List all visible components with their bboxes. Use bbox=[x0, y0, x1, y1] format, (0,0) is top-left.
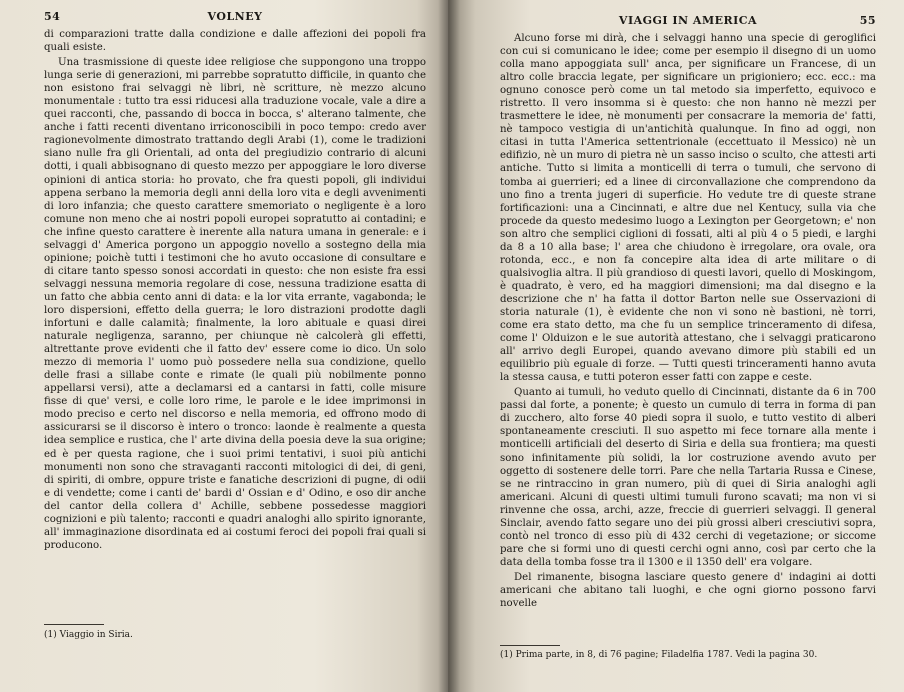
left-page-number: 54 bbox=[44, 10, 61, 23]
right-footnote: (1) Prima parte, in 8, di 76 pagine; Filadelfia 1787. Vedi la pagina 30. bbox=[500, 650, 818, 660]
right-running-head bbox=[500, 14, 876, 28]
left-page bbox=[0, 0, 448, 692]
paragraph: di comparazioni tratte dalla condizione e dalle affezioni dei popoli fra quali esiste. bbox=[44, 29, 426, 54]
paragraph: Del rimanente, bisogna lasciare questo genere d' indagini ai dotti americani che abitano tali luoghi, e che ogni giorno possono farvi novelle bbox=[500, 571, 876, 610]
paragraph: Una trasmissione di queste idee religiose che suppongono una troppo lunga serie di generazioni, mi parrebbe sopratutto difficile, in quanto che non esistono frai selvaggi nè libri, nè scritture, nè mezzo alcuno monumentale : tutto tra essi riducesi alla traduzione vocale, vale a dire a quei racconti, che, passando di bocca in bocca, s' alterano talmente, che anche i fatti recenti diventano irriconoscibili in poco tempo: credo aver ragionevolmente dimostrato trattando degli Arabi (1), come le tradizioni siano nulle fra gli Orientali, ad onta del pregiudizio contrario di alcuni dotti, i quali abbisognano di questo mezzo per appoggiare le loro diverse opinioni di antica storia: ho provato, che fra questi popoli, gli individui appena serbano la memoria degli anni della loro vita e degli avvenimenti di loro infanzia; che questo carattere smemoriato o negligente è a loro comune non meno che ai nostri popoli europei sopratutto ai contadini; e che infine questo carattere è inerente alla natura umana in generale: e i selvaggi d' America porgono un appoggio novello a sostegno della mia opinione; poichè tutti i testimoni che ho avuto occasione di consultare e di citare tanto spesso sonosi accordati in questo: che non esiste fra essi selvaggi nessuna memoria regolare di cose, nessuna tradizione esatta di un fatto che abbia cento anni di data: e la lor vita errante, vagabonda; le loro dispersioni, effetto della guerra; le loro distrazioni prodotte dagli infortuni e dalle calamità; finalmente, la loro abituale e quasi direi naturale negligenza, saranno, per chiunque nè calcolerà gli effetti, altrettante prove evidenti che il fatto dev' essere come io dico. Un solo mezzo di memoria l' uomo può possedere nella sua condizione, quello delle frasi a sillabe conte e rimate (le quali più nobilmente ponno appellarsi versi), atte a declamarsi ed a cantarsi in fatti, colle misure fisse di que' versi, e colle loro rime, le parole e le idee imprimonsi in modo preciso e certo nel discorso e nella memoria, ed offrono modo di assicurarsi se il discorso è intero o tronco: laonde è realmente a questa idea semplice e rustica, che l' arte divina della poesia deve la sua origine; ed è per questa ragione, che i suoi primi tentativi, i suoi più antichi monumenti non sono che stravaganti racconti mitologici di dei, di geni, di spiriti, di ombre, oppure triste e fanatiche descrizioni di pugne, di odii e di vendette; come i canti de' bardi d' Ossian e d' Odino, e oso dir anche del cantor della collera d' Achille, sebbene possedesse maggiori cognizioni e più talento; racconti e quadri analoghi allo spirito ignorante, all' immaginazione disordinata ed ai costumi feroci dei popoli frai quali si producono. bbox=[44, 57, 426, 551]
left-running-title: VOLNEY bbox=[207, 10, 263, 23]
left-footnote: (1) Viaggio in Siria. bbox=[44, 630, 133, 640]
right-page-number: 55 bbox=[859, 14, 876, 27]
right-page bbox=[448, 0, 904, 692]
paragraph: Quanto ai tumuli, ho veduto quello di Cincinnati, distante da 6 in 700 passi dal forte, a ponente; è questo un cumulo di terra in forma di pan di zucchero, alto forse 40 piedi sopra il suolo, e tutto vestito di alberi spontaneamente cresciuti. Il suo aspetto mi fece tornare alla mente i monticelli artificiali del deserto di Siria e della sua frontiera; ma questi sono infinitamente più solidi, la lor costruzione avendo avuto per oggetto di sostenere delle torri. Pare che nella Tartaria Russa e Cinese, se ne rintraccino in gran numero, più di quei di Siria analoghi agli americani. Alcuni di questi ultimi tumuli furono scavati; ma non vi si rinvenne che ossa, archi, azze, freccie di guerrieri selvaggi. Il general Sinclair, avendo fatto segare uno dei più grossi alberi cresciutivi sopra, contò nel tronco di esso più di 432 cerchi di vegetazione; or siccome pare che si formi uno di questi cerchi ogni anno, così par certo che la data della tomba fosse tra il 1300 e il 1350 dell' era volgare. bbox=[500, 387, 876, 568]
left-running-head bbox=[44, 10, 426, 24]
footnote-rule bbox=[44, 624, 104, 625]
left-body-text bbox=[44, 28, 426, 552]
right-running-title: VIAGGI IN AMERICA bbox=[618, 14, 758, 27]
paragraph: Alcuno forse mi dirà, che i selvaggi hanno una specie di geroglifici con cui si comunicano le idee; come per esempio il disegno di un uomo colla mano appoggiata sull' anca, per significare un Francese, di un altro colle braccia legate, per significare un prigioniero; ecc. ecc.: ma ognuno conosce però come un tal metodo sia imperfetto, equivoco e ristretto. Il vero insomma si è questo: che non hanno nè mezzi per trasmettere le idee, nè monumenti per consacrare la memoria de' fatti, nè tampoco vestigia di un'antichità qualunque. In fino ad oggi, non citasi in tutta l'America settentrionale (eccettuato il Messico) nè un edifizio, nè un muro di pietra nè un sasso inciso o sculto, che attesti arti antiche. Tutto si limita a monticelli di terra o tumuli, che servono di tomba ai guerrieri; ed a linee di circonvallazione che comprendono da uno fino a trenta jugeri di superficie. Ho vedute tre di queste strane fortificazioni: una a Cincinnati, e altre due nel Kentucy, sulla via che procede da questo medesimo luogo a Lexington per Georgetown; e' non son altro che semplici ciglioni di fossati, alti al più 4 o 5 piedi, e larghi da 8 a 10 alla base; l' area che chiudono è irregolare, ora ovale, ora rotonda, ecc., e non fa concepire alta idea di arte militare o di qualsivoglia altra. Il più grandioso di questi lavori, quello di Moskingom, è quadrato, è vero, ed ha maggiori dimensioni; ma dal disegno e la descrizione che n' ha fatta il dottor Barton nelle sue Osservazioni di storia naturale (1), è evidente che non vi sono nè bastioni, nè torri, come era stato detto, ma che fu un semplice trinceramento di difesa, come l' Olduizon e le sue autorità attestano, che i selvaggi praticarono all' arrivo degli Europei, quando avevano dimore più stabili ed un equilibrio più eguale di forze. — Tutti questi trinceramenti hanno avuta la stessa causa, e tutti poteron esser fatti con zappe e ceste. bbox=[500, 33, 876, 384]
footnote-rule bbox=[500, 645, 560, 646]
right-body-text bbox=[500, 32, 876, 610]
book-gutter-shadow bbox=[438, 0, 460, 692]
